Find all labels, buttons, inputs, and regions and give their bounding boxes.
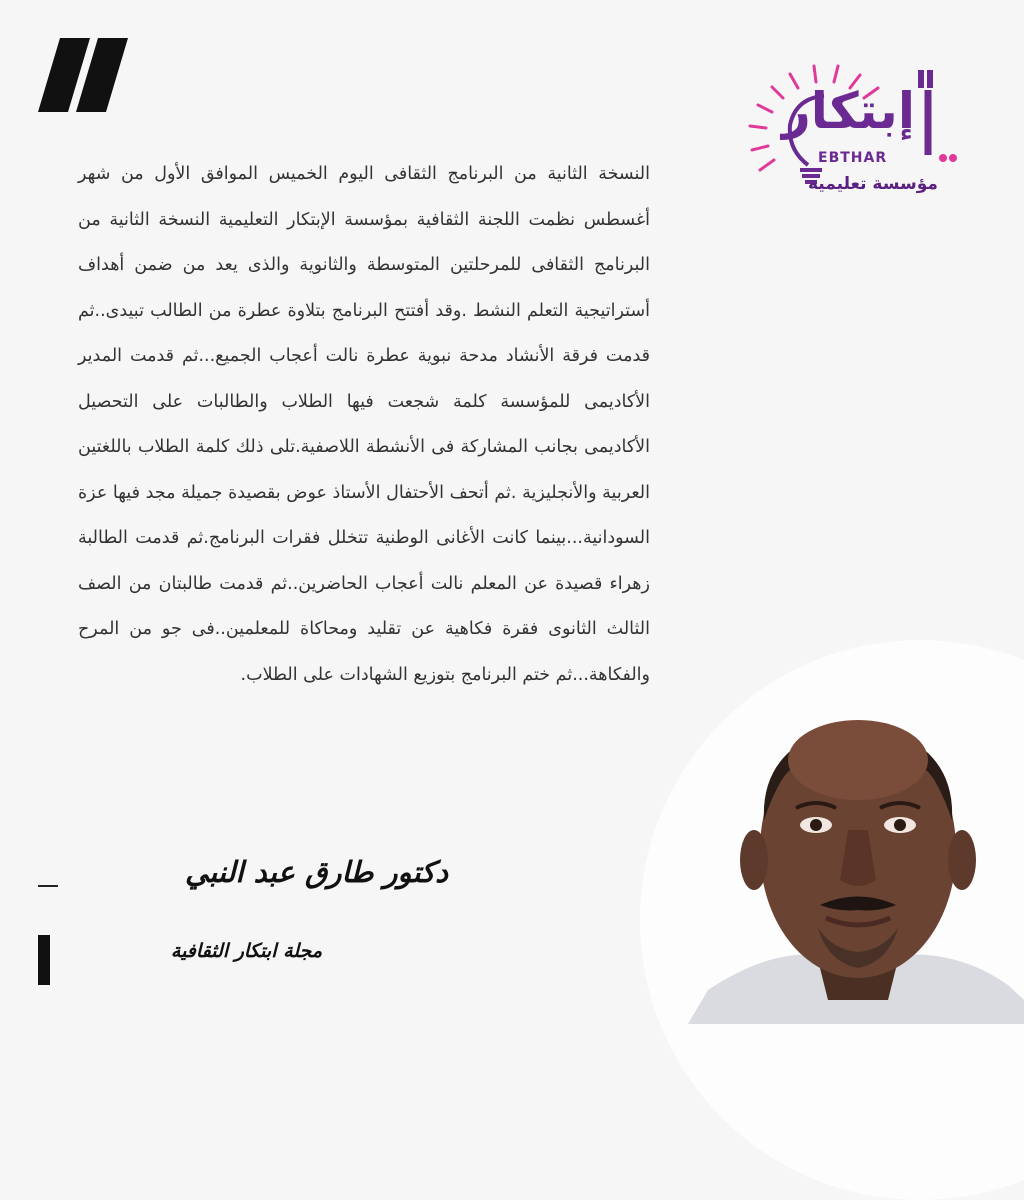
magazine-bar xyxy=(38,935,50,985)
logo-wordmark-arabic: إبتكار xyxy=(782,82,915,140)
quote-mark-icon xyxy=(38,38,128,116)
author-dash xyxy=(38,885,58,887)
article-body: النسخة الثانية من البرنامج الثقافى اليوم الخميس الموافق الأول من شهر أغسطس نظمت اللجنة الثقافية بمؤسسة الإبتكار التعليمية النسخة الثانية من البرنامج الثقافى للمرحلتين المتوسطة والثانوية والذى يعد من ضمن أهداف أستراتيجية التعلم النشط .وقد أفتتح البرنامج بتلاوة عطرة من الطالب تبيدى..ثم قدمت فرقة الأنشاد مدحة نبوية عطرة نالت أعجاب الجميع...ثم قدمت المدير الأكاديمى للمؤسسة كلمة شجعت فيها الطلاب والطالبات على التحصيل الأكاديمى بجانب المشاركة فى الأنشطة اللاصفية.تلى ذلك كلمة الطلاب باللغتين العربية والأنجليزية .ثم أتحف الأحتفال الأستاذ عوض بقصيدة جميلة مجد فيها عزة السودانية...بينما كانت الأغانى الوطنية تتخلل فقرات البرنامج.ثم قدمت الطالبة زهراء قصيدة عن المعلم نالت أعجاب الحاضرين..ثم قدمت طالبتان من الصف الثالث الثانوى فقرة فكاهية عن تقليد ومحاكاة للمعلمين..فى جو من المرح والفكاهة...ثم ختم البرنامج بتوزيع الشهادات على الطلاب. xyxy=(78,164,650,685)
logo-wordmark-english: EBTHAR xyxy=(818,150,888,166)
logo-subtitle: مؤسسة تعليمية xyxy=(808,174,938,194)
author-name: دكتور طارق عبد النبي xyxy=(184,855,448,889)
portrait-photo xyxy=(688,700,1024,1024)
magazine-name: مجلة ابتكار الثقافية xyxy=(170,940,322,962)
